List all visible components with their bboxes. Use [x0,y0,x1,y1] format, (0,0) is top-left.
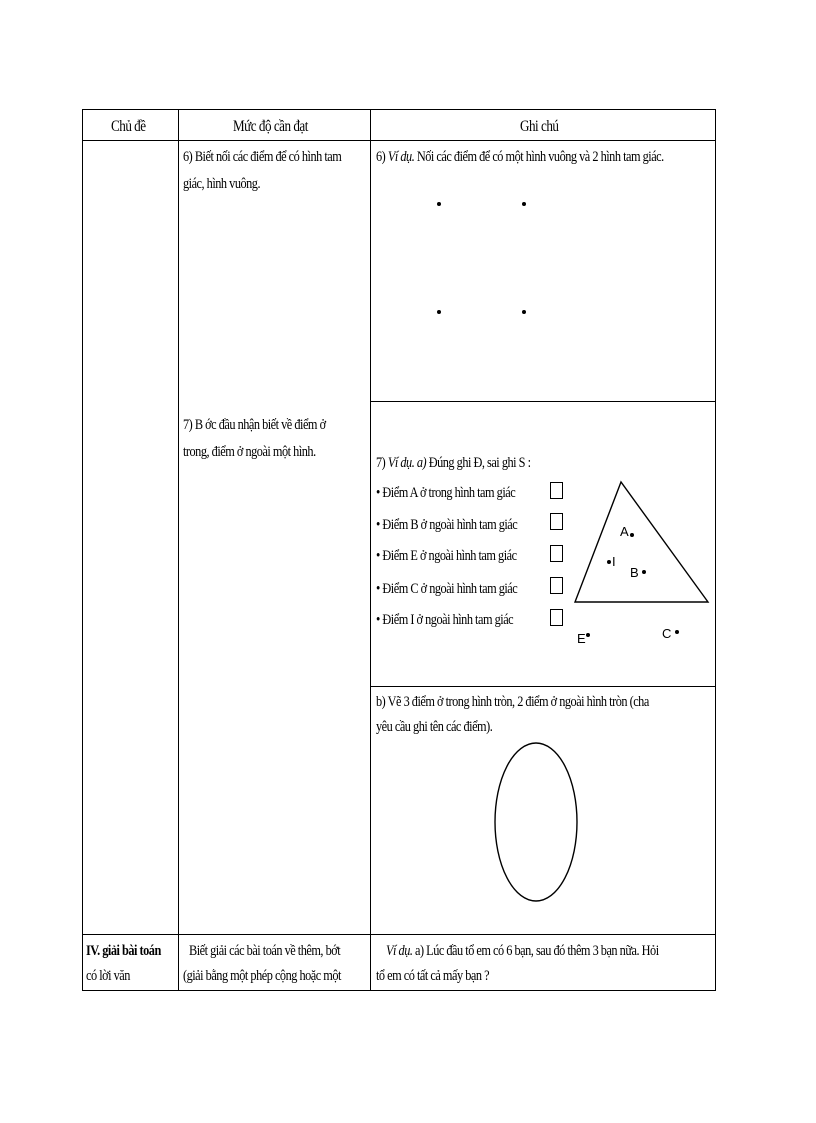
table-border-bottom [82,990,715,991]
statement-2: • Điểm B ở ngoài hình tam giác [376,517,518,533]
statement-5: • Điểm I ở ngoài hình tam giác [376,612,514,628]
point-E [586,633,590,637]
dot-top-left [437,202,441,206]
example-7b-line2: yêu cầu ghi tên các điểm). [376,719,493,735]
label-E: E [577,631,586,646]
point-B [642,570,646,574]
dot-top-right [522,202,526,206]
column-divider-1 [178,109,179,991]
example-7b-line1: b) Vẽ 3 điểm ở trong hình tròn, 2 điểm ở ngoài hình tròn (cha [376,694,649,710]
example-iv-line1: Ví dụ. a) Lúc đầu tổ em có 6 bạn, sau đó thêm 3 bạn nữa. Hỏi [386,943,659,959]
requirement-6-line1: 6) Biết nối các điểm để có hình tam [183,149,342,165]
label-A: A [620,524,629,539]
triangle-shape [575,482,708,602]
table-border-top [82,109,715,110]
header-notes: Ghi chú [520,118,559,135]
label-B: B [630,565,639,580]
point-C [675,630,679,634]
header-separator [82,140,715,141]
requirement-7-line2: trong, điểm ở ngoài một hình. [183,444,316,460]
point-A [630,533,634,537]
requirement-iv-line2: (giải bằng một phép cộng hoặc một [183,968,341,984]
statement-3: • Điểm E ở ngoài hình tam giác [376,548,517,564]
table-border-left [82,109,83,991]
point-I [607,560,611,564]
dot-bottom-left [437,310,441,314]
label-I: I [612,554,616,569]
note-separator-2 [370,686,715,687]
topic-4-line2: có lời văn [86,968,130,984]
example-7-text: 7) Ví dụ. a) Đúng ghi Đ, sai ghi S : [376,455,531,471]
topic-4-line1: IV. giải bài toán [86,943,161,959]
circle-shape [495,743,577,901]
example-6-text: 6) Ví dụ. Nối các điểm để có một hình vuông và 2 hình tam giác. [376,149,664,165]
example-iv-line2: tổ em có tất cả mấy bạn ? [376,968,490,984]
label-C: C [662,626,672,641]
requirement-7-line1: 7) B ớc đầu nhận biết về điểm ở [183,417,326,433]
requirement-6-line2: giác, hình vuông. [183,176,261,192]
header-topic: Chủ đề [111,118,146,135]
row-separator [82,934,715,935]
table-border-right [715,109,716,991]
note-separator-1 [370,401,715,402]
header-level: Mức độ cần đạt [233,118,308,135]
column-divider-2 [370,109,371,991]
circle-figure [490,738,585,908]
requirement-iv-line1: Biết giải các bài toán về thêm, bớt [189,943,341,959]
dot-bottom-right [522,310,526,314]
statement-1: • Điểm A ở trong hình tam giác [376,485,516,501]
statement-4: • Điểm C ở ngoài hình tam giác [376,581,518,597]
